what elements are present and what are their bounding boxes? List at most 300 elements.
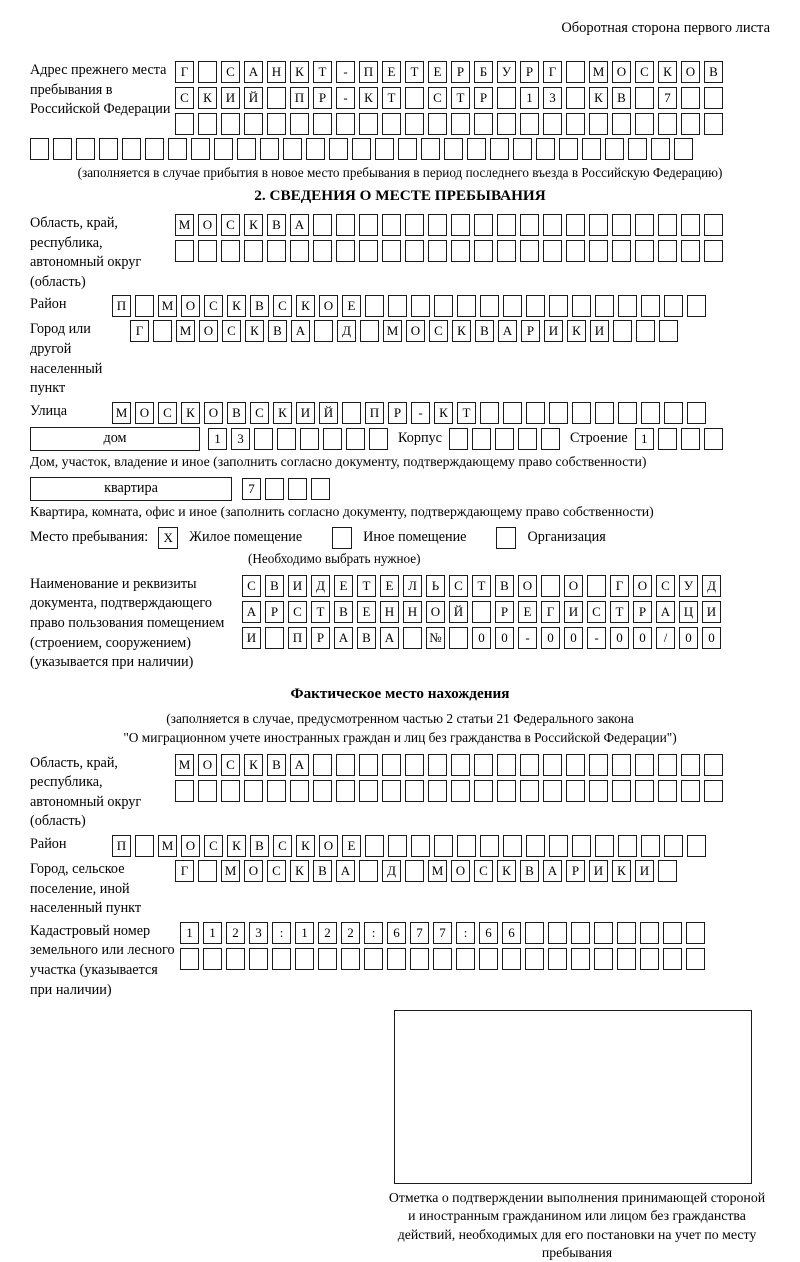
char-cell (318, 948, 337, 970)
char-cell (323, 428, 342, 450)
prev-address-field (30, 61, 770, 135)
char-cell (405, 214, 424, 236)
char-cell: С (656, 575, 675, 597)
char-row (112, 835, 706, 857)
char-cell: Г (541, 601, 560, 623)
char-cell (687, 402, 706, 424)
char-cell: Д (311, 575, 330, 597)
char-cell (76, 138, 95, 160)
char-cell: М (175, 754, 194, 776)
char-cell (434, 295, 453, 317)
char-cell (612, 754, 631, 776)
char-cell (549, 402, 568, 424)
char-cell (525, 922, 544, 944)
char-cell (474, 113, 493, 135)
char-cell: Й (319, 402, 338, 424)
char-cell: 7 (658, 87, 677, 109)
char-cell: 0 (564, 627, 583, 649)
char-row (175, 87, 723, 109)
char-cell (277, 428, 296, 450)
char-cell (497, 240, 516, 262)
char-cell (451, 240, 470, 262)
char-cell (520, 240, 539, 262)
prev-address-rows (175, 61, 723, 135)
char-cell: 0 (541, 627, 560, 649)
char-cell: Н (267, 61, 286, 83)
char-cell (451, 780, 470, 802)
char-cell (605, 138, 624, 160)
char-cell: К (658, 61, 677, 83)
char-cell (313, 113, 332, 135)
char-cell: Р (474, 87, 493, 109)
char-cell (360, 320, 379, 342)
char-cell: В (313, 860, 332, 882)
char-cell (704, 113, 723, 135)
actual-location-caption-1: (заполняется в случае, предусмотренном частью 2 статьи 21 Федерального закона (166, 710, 634, 726)
char-cell (290, 113, 309, 135)
char-cell (520, 754, 539, 776)
char-cell (548, 948, 567, 970)
char-cell (497, 214, 516, 236)
char-cell (198, 240, 217, 262)
char-cell: И (635, 860, 654, 882)
char-cell (503, 402, 522, 424)
char-row (175, 860, 677, 882)
char-cell: Т (457, 402, 476, 424)
char-cell (635, 240, 654, 262)
char-cell (153, 320, 172, 342)
char-cell: Е (428, 61, 447, 83)
char-cell: В (267, 754, 286, 776)
char-cell (595, 295, 614, 317)
house-field (30, 427, 770, 451)
char-cell (295, 948, 314, 970)
char-cell: 0 (633, 627, 652, 649)
char-cell: О (181, 835, 200, 857)
char-cell (635, 754, 654, 776)
char-cell: И (544, 320, 563, 342)
char-row (180, 922, 705, 944)
char-cell (382, 754, 401, 776)
residential-label: Жилое помещение (189, 529, 303, 546)
char-cell (449, 428, 468, 450)
char-cell: Т (357, 575, 376, 597)
char-cell: И (288, 575, 307, 597)
char-cell: Е (342, 295, 361, 317)
char-cell (359, 754, 378, 776)
char-cell (681, 428, 700, 450)
char-cell (681, 780, 700, 802)
prev-address-overflow-row (30, 138, 770, 160)
stroenie-label: Строение (569, 430, 628, 447)
apartment-number-row (242, 478, 330, 500)
char-row (175, 214, 723, 236)
char-cell: 2 (341, 922, 360, 944)
char-cell (571, 948, 590, 970)
back-side-note: Оборотная сторона первого листа (561, 20, 770, 36)
organization-checkbox (496, 527, 516, 549)
char-cell (451, 113, 470, 135)
char-cell: О (135, 402, 154, 424)
char-cell: Е (382, 61, 401, 83)
char-cell: 1 (520, 87, 539, 109)
char-cell (548, 922, 567, 944)
char-cell (336, 754, 355, 776)
char-cell (658, 754, 677, 776)
char-cell (359, 113, 378, 135)
char-cell (518, 428, 537, 450)
char-cell: О (612, 61, 631, 83)
organization-label: Организация (527, 529, 606, 546)
char-cell (122, 138, 141, 160)
char-cell (405, 240, 424, 262)
char-cell (664, 295, 683, 317)
char-cell (265, 478, 284, 500)
char-cell: К (290, 860, 309, 882)
char-cell (658, 780, 677, 802)
cadastre-label: Кадастровый номер земельного или лесного участка (указывается при наличии) (30, 922, 175, 998)
char-cell: О (633, 575, 652, 597)
char-cell: : (272, 922, 291, 944)
char-cell: Д (337, 320, 356, 342)
char-cell (541, 428, 560, 450)
char-cell: 7 (242, 478, 261, 500)
char-cell: П (112, 835, 131, 857)
char-cell: 0 (495, 627, 514, 649)
char-cell: С (175, 87, 194, 109)
char-cell: С (204, 295, 223, 317)
char-cell: К (181, 402, 200, 424)
street-label: Улица (30, 402, 68, 419)
actual-district-field (30, 835, 770, 857)
char-cell: М (158, 835, 177, 857)
char-cell: - (336, 61, 355, 83)
char-cell (388, 295, 407, 317)
char-cell (421, 138, 440, 160)
char-cell: С (273, 295, 292, 317)
char-cell (451, 214, 470, 236)
char-cell (613, 320, 632, 342)
char-cell (479, 948, 498, 970)
char-cell: В (250, 835, 269, 857)
char-cell (474, 214, 493, 236)
char-cell (704, 87, 723, 109)
char-cell (658, 428, 677, 450)
char-cell: К (227, 295, 246, 317)
char-cell (306, 138, 325, 160)
confirmation-caption: Отметка о подтверждении выполнения принимающей стороной и иностранным гражданином или лицом без гражданства действий, необходимых для его постановки на учет по месту пребывания (388, 1190, 766, 1260)
char-cell (525, 948, 544, 970)
char-cell (405, 780, 424, 802)
char-cell: В (357, 627, 376, 649)
char-cell (658, 240, 677, 262)
char-cell: : (364, 922, 383, 944)
char-cell (704, 214, 723, 236)
other-premises-checkbox (332, 527, 352, 549)
char-cell (313, 214, 332, 236)
char-cell (495, 428, 514, 450)
char-cell (589, 113, 608, 135)
char-cell (681, 87, 700, 109)
stay-option-residential (158, 527, 302, 549)
char-cell: К (198, 87, 217, 109)
char-cell: О (564, 575, 583, 597)
char-cell (490, 138, 509, 160)
char-cell: С (221, 61, 240, 83)
char-cell: М (428, 860, 447, 882)
char-cell: П (290, 87, 309, 109)
char-cell (628, 138, 647, 160)
char-cell (474, 780, 493, 802)
char-cell (681, 240, 700, 262)
actual-region-label: Область, край, республика, автономный округ (область) (30, 754, 142, 830)
char-cell (336, 780, 355, 802)
char-cell (237, 138, 256, 160)
char-cell: О (681, 61, 700, 83)
char-cell (405, 87, 424, 109)
char-cell (428, 240, 447, 262)
char-cell: - (518, 627, 537, 649)
char-cell: К (227, 835, 246, 857)
char-cell: 0 (702, 627, 721, 649)
char-cell: У (679, 575, 698, 597)
char-cell: У (497, 61, 516, 83)
char-cell (411, 295, 430, 317)
char-cell: П (112, 295, 131, 317)
char-cell: А (336, 860, 355, 882)
char-cell: Е (357, 601, 376, 623)
char-cell (635, 87, 654, 109)
char-cell: М (221, 860, 240, 882)
char-cell (265, 627, 284, 649)
char-cell (175, 240, 194, 262)
char-cell (636, 320, 655, 342)
char-cell (541, 575, 560, 597)
char-cell (497, 87, 516, 109)
char-cell: И (590, 320, 609, 342)
char-cell (635, 113, 654, 135)
char-cell (618, 295, 637, 317)
house-number-row (208, 428, 388, 450)
char-cell (474, 754, 493, 776)
char-cell: Г (543, 61, 562, 83)
char-cell (198, 780, 217, 802)
char-cell: И (589, 860, 608, 882)
district-field (30, 295, 770, 317)
char-cell: К (245, 320, 264, 342)
char-cell (566, 113, 585, 135)
char-cell (480, 835, 499, 857)
char-cell (313, 780, 332, 802)
char-cell: В (267, 214, 286, 236)
char-cell: Й (244, 87, 263, 109)
char-cell (566, 214, 585, 236)
char-cell (589, 754, 608, 776)
char-cell: И (296, 402, 315, 424)
char-cell: 1 (295, 922, 314, 944)
char-cell: В (268, 320, 287, 342)
char-cell: Р (311, 627, 330, 649)
char-cell: С (221, 754, 240, 776)
char-cell (704, 240, 723, 262)
char-cell: Г (175, 61, 194, 83)
char-cell (267, 113, 286, 135)
char-cell: Р (495, 601, 514, 623)
char-cell (198, 113, 217, 135)
char-cell: А (498, 320, 517, 342)
char-row (175, 113, 723, 135)
char-cell: : (456, 922, 475, 944)
char-cell (198, 61, 217, 83)
char-cell (617, 948, 636, 970)
char-cell (457, 835, 476, 857)
char-cell: 7 (410, 922, 429, 944)
char-cell: О (244, 860, 263, 882)
char-cell (663, 922, 682, 944)
char-cell: - (336, 87, 355, 109)
char-cell: К (497, 860, 516, 882)
char-cell (288, 478, 307, 500)
actual-district-label: Район (30, 835, 67, 852)
char-cell: А (290, 754, 309, 776)
char-cell: Е (380, 575, 399, 597)
char-cell: П (365, 402, 384, 424)
char-cell: С (474, 860, 493, 882)
actual-region-rows (175, 754, 723, 802)
char-cell (467, 138, 486, 160)
char-cell (549, 295, 568, 317)
char-cell: Р (451, 61, 470, 83)
char-cell (387, 948, 406, 970)
actual-region-field (30, 754, 770, 832)
char-cell: С (429, 320, 448, 342)
char-cell: С (204, 835, 223, 857)
char-cell (472, 428, 491, 450)
char-cell: С (288, 601, 307, 623)
house-labelbox: дом (30, 427, 200, 451)
char-cell (640, 922, 659, 944)
char-cell (410, 948, 429, 970)
char-cell: Т (313, 61, 332, 83)
char-cell (612, 780, 631, 802)
char-cell (336, 240, 355, 262)
char-cell: Р (566, 860, 585, 882)
char-cell (480, 295, 499, 317)
char-cell: О (204, 402, 223, 424)
char-cell (497, 113, 516, 135)
char-cell (566, 87, 585, 109)
stay-option-organization (496, 527, 605, 549)
stay-place-note: (Необходимо выбрать нужное) (248, 550, 421, 566)
char-cell (191, 138, 210, 160)
char-cell (267, 87, 286, 109)
char-cell (618, 835, 637, 857)
actual-location-caption-2: "О миграционном учете иностранных граждан и лиц без гражданства в Российской Федерации") (123, 730, 677, 746)
char-cell: Р (520, 61, 539, 83)
char-cell (329, 138, 348, 160)
char-cell (352, 138, 371, 160)
char-cell: О (319, 835, 338, 857)
char-cell: К (434, 402, 453, 424)
char-cell: Н (380, 601, 399, 623)
char-cell (589, 780, 608, 802)
char-cell (300, 428, 319, 450)
char-cell: О (451, 860, 470, 882)
char-cell (635, 214, 654, 236)
char-cell (658, 113, 677, 135)
char-cell: 1 (203, 922, 222, 944)
char-cell: 2 (318, 922, 337, 944)
char-cell (369, 428, 388, 450)
char-cell (664, 835, 683, 857)
stay-place-field (30, 527, 770, 549)
char-cell (359, 780, 378, 802)
char-cell (617, 922, 636, 944)
char-cell (520, 113, 539, 135)
prev-address-label: Адрес прежнего места пребывания в Российской Федерации (30, 62, 171, 118)
char-cell (388, 835, 407, 857)
char-cell: Т (451, 87, 470, 109)
char-cell (382, 113, 401, 135)
char-cell (520, 214, 539, 236)
char-cell: П (359, 61, 378, 83)
char-cell (405, 113, 424, 135)
char-cell (314, 320, 333, 342)
char-cell: Т (311, 601, 330, 623)
char-cell: Р (633, 601, 652, 623)
region-field (30, 214, 770, 292)
char-cell (382, 214, 401, 236)
char-cell: А (334, 627, 353, 649)
char-cell: 6 (387, 922, 406, 944)
char-cell: Й (449, 601, 468, 623)
char-cell: С (250, 402, 269, 424)
house-caption: Дом, участок, владение и иное (заполнить согласно документу, подтверждающему право собственности) (30, 453, 647, 469)
district-label: Район (30, 296, 67, 313)
char-cell (311, 478, 330, 500)
document-label: Наименование и реквизиты документа, подтверждающего право пользования помещением (строением, сооружением) (указывается при наличии) (30, 575, 225, 671)
char-cell (198, 860, 217, 882)
char-row (242, 601, 721, 623)
char-cell (612, 240, 631, 262)
street-field (30, 402, 770, 424)
char-cell (640, 948, 659, 970)
korpus-label: Корпус (398, 430, 442, 447)
char-cell (589, 240, 608, 262)
char-cell (536, 138, 555, 160)
char-cell (226, 948, 245, 970)
char-cell: А (380, 627, 399, 649)
char-row (130, 320, 678, 342)
char-cell (382, 780, 401, 802)
char-cell (612, 113, 631, 135)
char-cell (359, 214, 378, 236)
char-cell (686, 948, 705, 970)
char-cell (526, 835, 545, 857)
char-cell (572, 835, 591, 857)
char-cell (411, 835, 430, 857)
char-cell: Ь (426, 575, 445, 597)
char-cell: С (221, 214, 240, 236)
city-field (30, 320, 770, 398)
char-row (175, 754, 723, 776)
char-cell (449, 627, 468, 649)
char-row (175, 240, 723, 262)
char-row (175, 780, 723, 802)
char-cell (175, 780, 194, 802)
char-cell: К (244, 214, 263, 236)
char-cell: С (267, 860, 286, 882)
